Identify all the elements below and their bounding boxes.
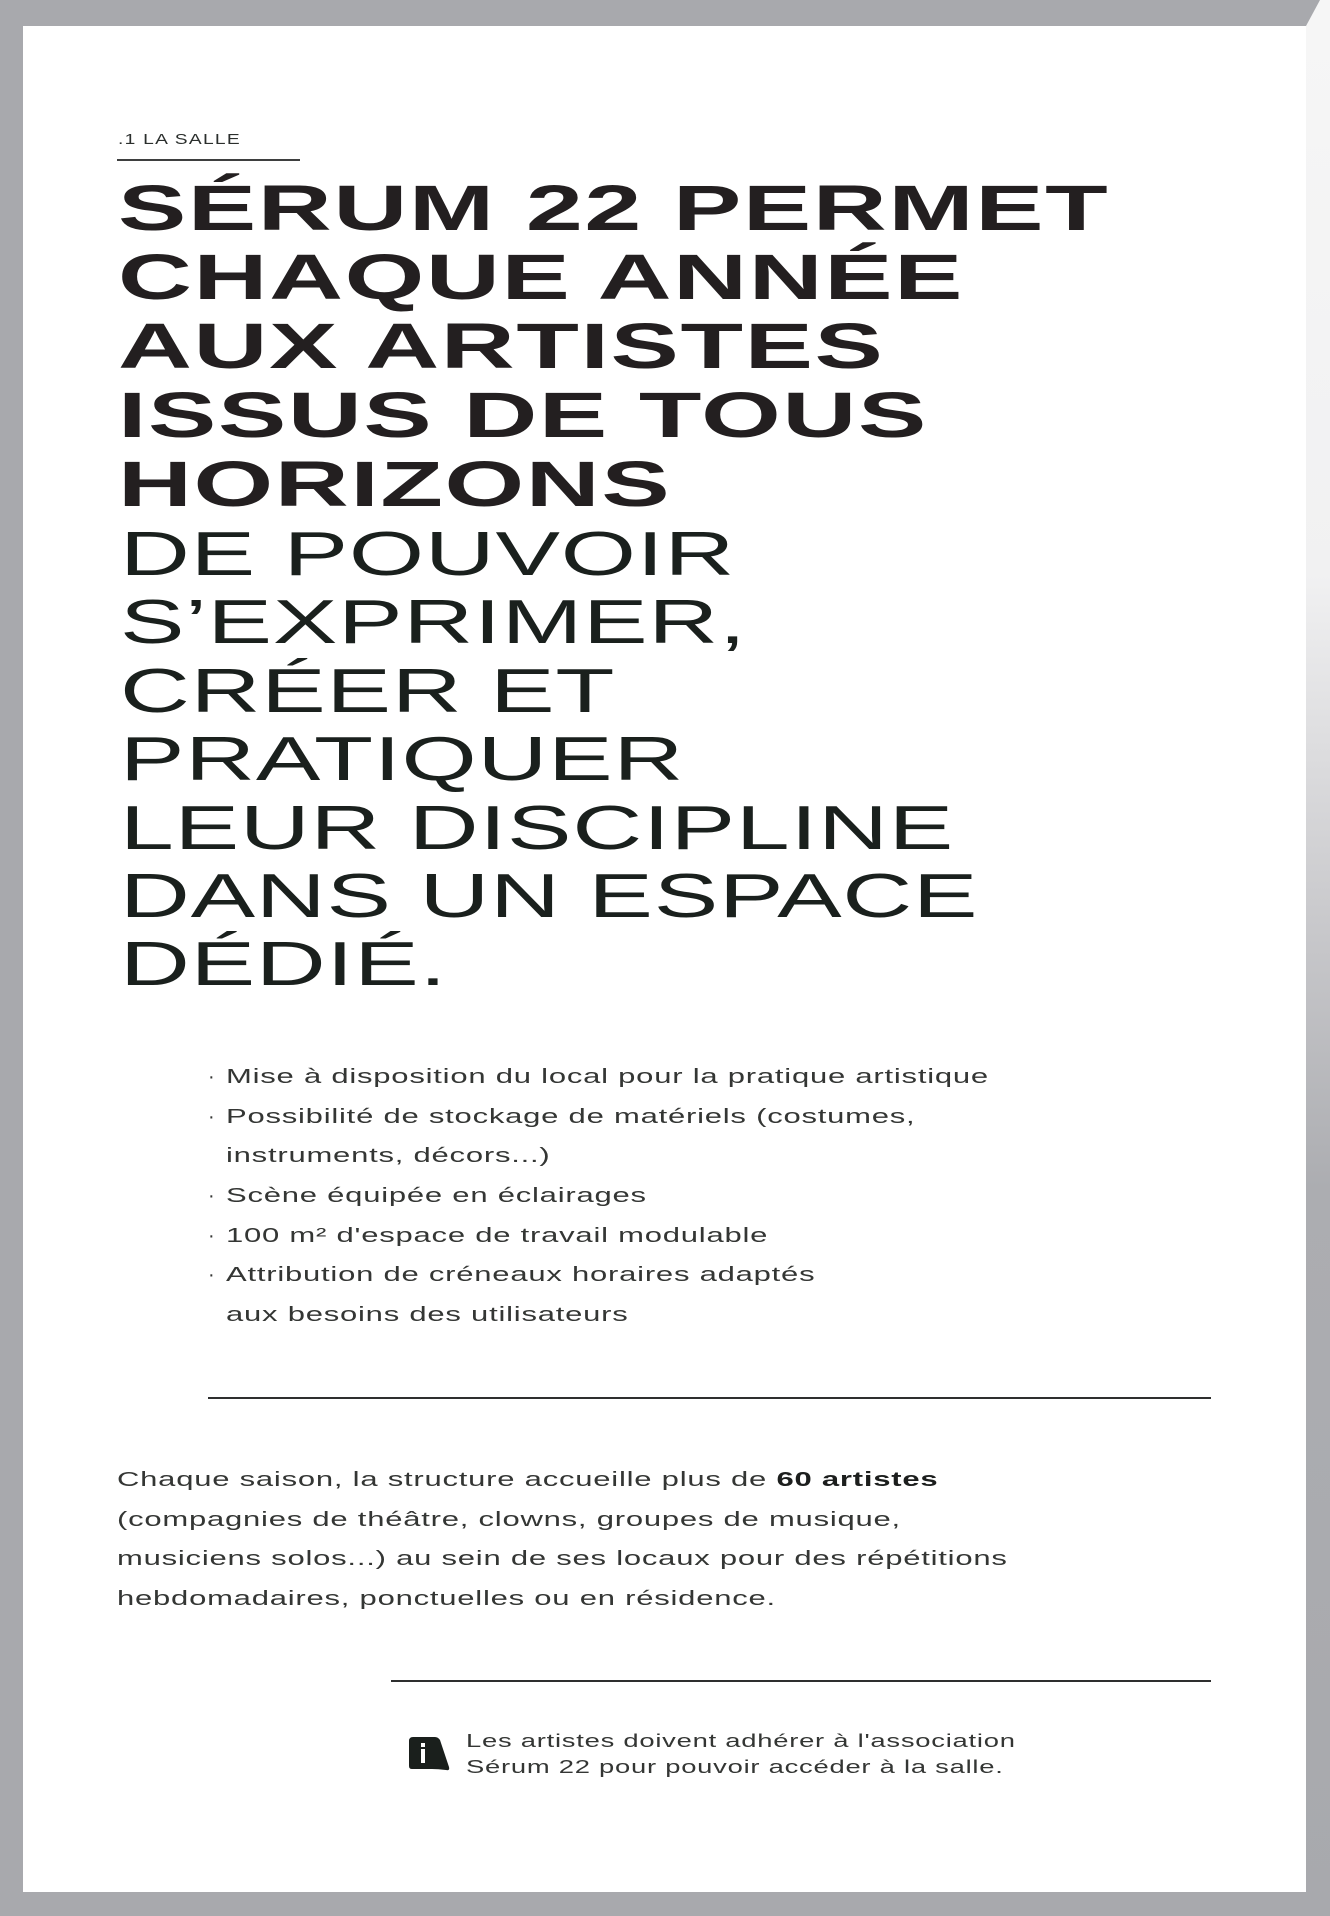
bullet-icon: ·	[208, 1264, 215, 1287]
info-note-line: Sérum 22 pour pouvoir accéder à la salle.	[466, 1757, 1004, 1777]
heading-light-line: DANS UN ESPACE	[120, 862, 979, 932]
feature-text: Possibilité de stockage de matériels (costumes,	[226, 1105, 916, 1128]
heading-bold-line: CHAQUE ANNÉE	[118, 241, 965, 313]
info-icon	[408, 1736, 450, 1772]
feature-text: instruments, décors...)	[226, 1145, 551, 1168]
bullet-icon: ·	[208, 1066, 215, 1088]
feature-list-item	[0, 1177, 1200, 1217]
heading-light-line: DÉDIÉ.	[120, 930, 448, 1000]
heading-light	[120, 521, 978, 1000]
feature-line	[0, 1217, 1200, 1257]
artist-count-highlight: 60 artistes	[776, 1469, 939, 1491]
info-note	[466, 1728, 1016, 1780]
heading-bold-line: HORIZONS	[118, 448, 672, 520]
bullet-icon: ·	[208, 1185, 215, 1208]
paragraph-text: Chaque saison, la structure accueille plus de	[117, 1469, 777, 1491]
heading-light-line: CRÉER ET	[120, 656, 616, 726]
feature-text: Scène équipée en éclairages	[226, 1185, 647, 1208]
feature-text: aux besoins des utilisateurs	[226, 1304, 629, 1327]
paragraph-line	[117, 1461, 1008, 1501]
feature-line	[0, 1256, 1200, 1296]
feature-list-item	[0, 1058, 1200, 1098]
heading-light-line: PRATIQUER	[120, 725, 685, 795]
feature-line	[0, 1098, 1200, 1138]
heading-light-line: LEUR DISCIPLINE	[120, 793, 955, 863]
heading-bold	[118, 174, 1109, 519]
heading-bold-line: SÉRUM 22 PERMET	[118, 172, 1110, 244]
heading-bold-line: AUX ARTISTES	[118, 310, 885, 382]
heading-light-line: DE POUVOIR	[120, 520, 736, 589]
section-label-underline	[117, 159, 300, 161]
paragraph-line: hebdomadaires, ponctuelles ou en résidence.	[117, 1588, 776, 1611]
paragraph-line: (compagnies de théâtre, clowns, groupes de musique,	[117, 1508, 901, 1531]
info-note-line: Les artistes doivent adhérer à l'association	[466, 1731, 1016, 1751]
feature-text: Mise à disposition du local pour la pratique artistique	[226, 1066, 989, 1088]
bullet-icon: ·	[208, 1105, 215, 1128]
heading-light-line: S’EXPRIMER,	[120, 588, 747, 658]
feature-line	[0, 1296, 1200, 1336]
divider	[208, 1397, 1211, 1399]
divider	[391, 1680, 1211, 1682]
section-label: .1 LA SALLE	[118, 131, 241, 148]
feature-list-item	[0, 1256, 1200, 1335]
feature-text: 100 m² d'espace de travail modulable	[226, 1224, 769, 1247]
feature-line	[0, 1137, 1200, 1177]
feature-list-item	[0, 1217, 1200, 1257]
heading-bold-line: ISSUS DE TOUS	[118, 379, 928, 451]
feature-text: Attribution de créneaux horaires adaptés	[226, 1264, 816, 1287]
bullet-icon: ·	[208, 1224, 215, 1247]
feature-list-item	[0, 1098, 1200, 1177]
description-paragraph	[117, 1461, 1008, 1620]
paragraph-line: musiciens solos...) au sein de ses locaux pour des répétitions	[117, 1548, 1008, 1571]
feature-line	[0, 1177, 1200, 1217]
feature-line	[0, 1058, 1200, 1098]
feature-list	[0, 1058, 1200, 1336]
